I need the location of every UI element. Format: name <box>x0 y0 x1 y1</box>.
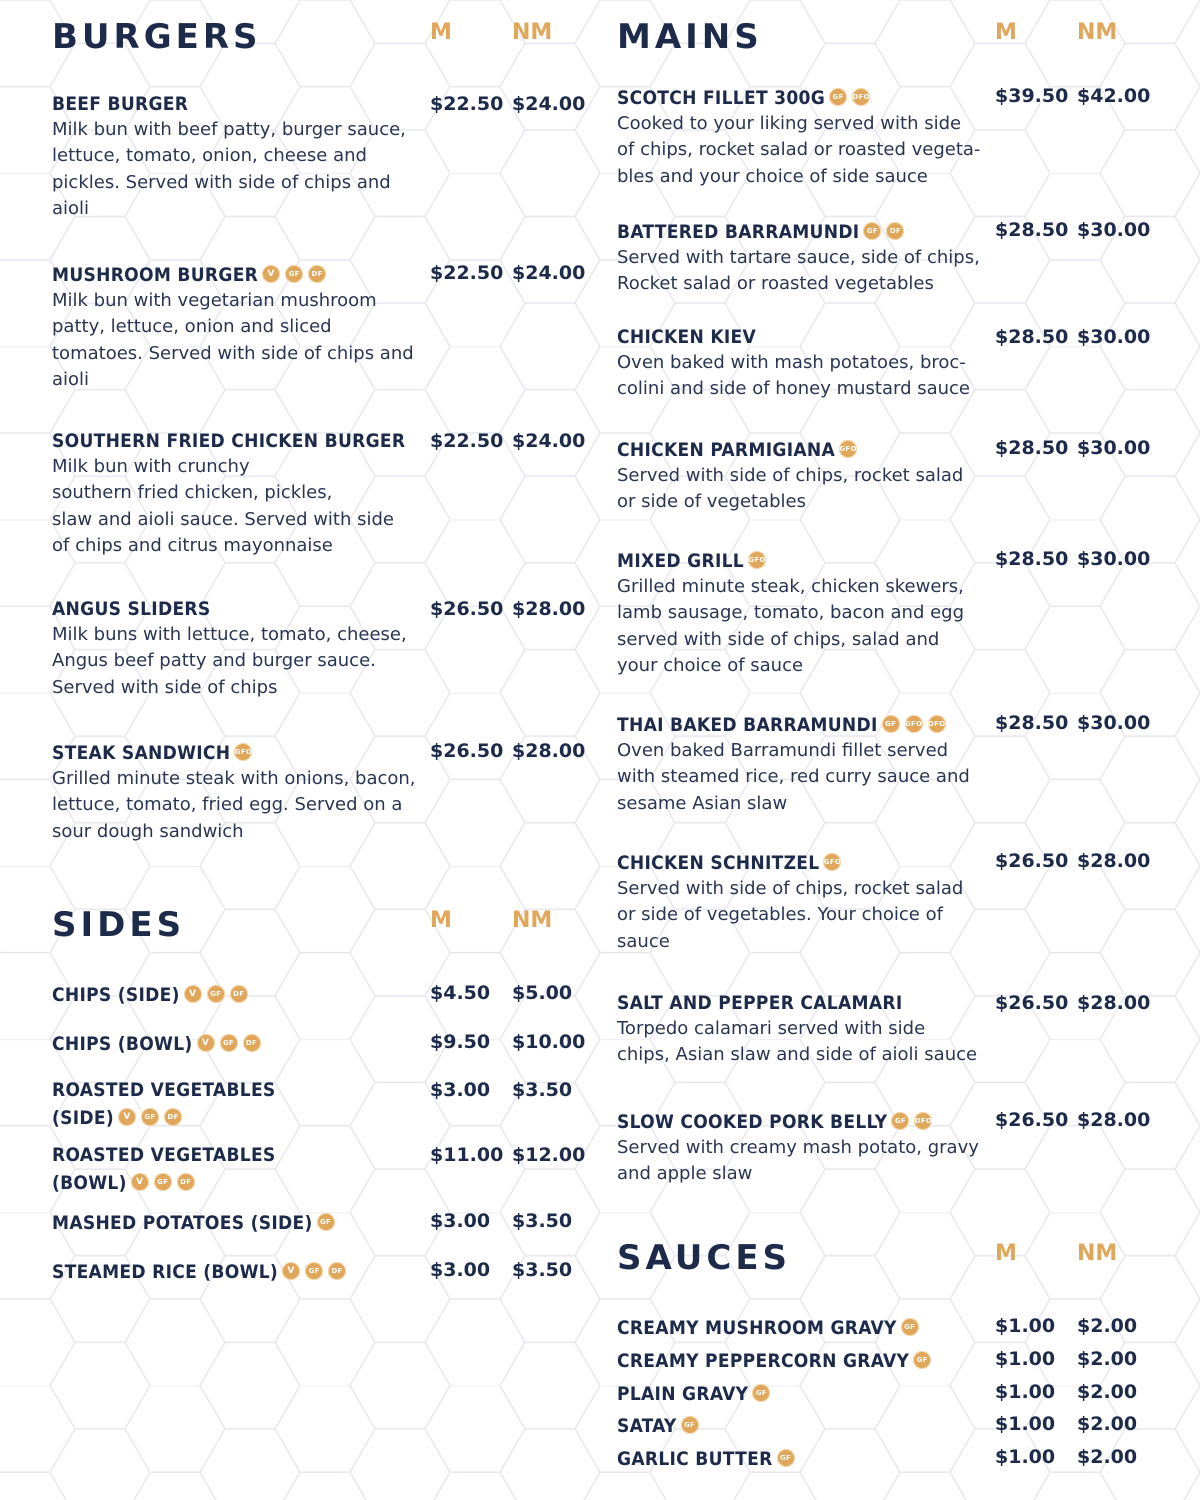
dietary-badges <box>882 710 951 736</box>
item-name: STEAMED RICE (BOWL) <box>52 1261 279 1283</box>
price-m: $28.50 <box>995 437 1069 459</box>
price-m: $26.50 <box>430 740 504 762</box>
price-m: $28.50 <box>995 712 1069 734</box>
gluten-free-badge-icon: GF <box>207 985 225 1003</box>
menu-item-steamed-rice-bowl <box>52 1257 592 1285</box>
dairy-free-badge-icon: DF <box>243 1034 261 1052</box>
vegetarian-badge-icon: V <box>118 1108 136 1126</box>
price-m: $4.50 <box>430 982 491 1004</box>
gluten-free-badge-icon: GF <box>220 1034 238 1052</box>
dietary-badges <box>234 738 257 764</box>
sauces-title: SAUCES <box>617 1238 792 1278</box>
price-m: $26.50 <box>995 850 1069 872</box>
dietary-badges <box>901 1313 924 1339</box>
dairy-free-option-badge-icon: DFO <box>852 88 870 106</box>
dietary-badges <box>184 980 253 1006</box>
price-m: $26.50 <box>430 598 504 620</box>
sauces-m-header: M <box>995 1241 1017 1266</box>
item-name-row <box>52 1029 592 1057</box>
price-m: $22.50 <box>430 93 504 115</box>
gluten-free-badge-icon: GF <box>141 1108 159 1126</box>
menu-item-battered-barramundi <box>617 217 1177 298</box>
price-m: $26.50 <box>995 992 1069 1014</box>
item-name-row <box>52 260 592 288</box>
item-name: CHICKEN KIEV <box>617 326 757 348</box>
price-nm: $24.00 <box>512 93 586 115</box>
price-m: $1.00 <box>995 1446 1056 1468</box>
item-name: CHIPS (BOWL) <box>52 1033 193 1055</box>
price-m: $28.50 <box>995 326 1069 348</box>
price-m: $28.50 <box>995 548 1069 570</box>
item-name: PLAIN GRAVY <box>617 1383 749 1405</box>
sides-title: SIDES <box>52 905 186 945</box>
menu-item-salt-and-pepper-calamari <box>617 990 1177 1069</box>
gluten-free-option-badge-icon: GFO <box>823 853 841 871</box>
menu-item-steak-sandwich <box>52 738 592 845</box>
menu-item-scotch-fillet <box>617 83 1177 190</box>
menu-item-slow-cooked-pork-belly <box>617 1107 1177 1188</box>
menu-item-creamy-peppercorn-gravy <box>617 1346 1177 1374</box>
mains-title: MAINS <box>617 17 763 57</box>
price-m: $1.00 <box>995 1315 1056 1337</box>
dietary-badges <box>282 1257 351 1283</box>
item-name: ROASTED VEGETABLES <box>52 1079 276 1101</box>
menu-item-chips-bowl <box>52 1029 592 1057</box>
gluten-free-option-badge-icon: GFO <box>234 743 252 761</box>
sides-nm-header: NM <box>512 908 553 933</box>
item-name: CREAMY PEPPERCORN GRAVY <box>617 1350 910 1372</box>
price-nm: $2.00 <box>1077 1413 1138 1435</box>
menu-item-chicken-parmigiana <box>617 435 1177 516</box>
item-name: ANGUS SLIDERS <box>52 598 211 620</box>
price-nm: $3.50 <box>512 1079 573 1101</box>
price-nm: $30.00 <box>1077 326 1151 348</box>
price-nm: $30.00 <box>1077 712 1151 734</box>
dairy-free-badge-icon: DF <box>886 222 904 240</box>
menu-item-mashed-potatoes-side <box>52 1208 592 1236</box>
price-nm: $2.00 <box>1077 1381 1138 1403</box>
sauces-nm-header: NM <box>1077 1241 1118 1266</box>
item-name: CREAMY MUSHROOM GRAVY <box>617 1317 897 1339</box>
price-nm: $24.00 <box>512 430 586 452</box>
dietary-badges <box>197 1029 266 1055</box>
price-nm: $30.00 <box>1077 437 1151 459</box>
dietary-badges <box>118 1103 187 1129</box>
dietary-badges <box>317 1208 340 1234</box>
item-name-row <box>52 1208 592 1236</box>
price-nm: $12.00 <box>512 1144 586 1166</box>
vegetarian-badge-icon: V <box>262 265 280 283</box>
item-desc: Cooked to your liking served with side of chips, rocket salad or roasted vegeta- bles and your choice of side sauce <box>617 113 981 187</box>
price-m: $39.50 <box>995 85 1069 107</box>
dietary-badges <box>752 1379 775 1405</box>
item-name: MIXED GRILL <box>617 550 745 572</box>
menu-item-chicken-kiev <box>617 324 1177 403</box>
price-nm: $28.00 <box>1077 992 1151 1014</box>
gluten-free-option-badge-icon: GFO <box>748 551 766 569</box>
item-desc: Oven baked with mash potatoes, broc- colini and side of honey mustard sauce <box>617 352 971 400</box>
item-desc: Torpedo calamari served with side chips, Asian slaw and side of aioli sauce <box>617 1018 978 1066</box>
dietary-badges <box>913 1346 936 1372</box>
menu-item-beef-burger <box>52 91 592 222</box>
price-m: $1.00 <box>995 1348 1056 1370</box>
item-name: CHIPS (SIDE) <box>52 984 180 1006</box>
menu-item-plain-gravy <box>617 1379 1177 1407</box>
price-m: $28.50 <box>995 219 1069 241</box>
price-m: $3.00 <box>430 1210 491 1232</box>
item-name: GARLIC BUTTER <box>617 1448 773 1470</box>
dietary-badges <box>829 83 875 109</box>
item-desc: Served with side of chips, rocket salad or side of vegetables <box>617 465 964 513</box>
price-nm: $2.00 <box>1077 1348 1138 1370</box>
dietary-badges <box>823 848 846 874</box>
price-nm: $3.50 <box>512 1210 573 1232</box>
item-desc: Served with tartare sauce, side of chips, Rocket salad or roasted vegetables <box>617 247 980 295</box>
price-nm: $42.00 <box>1077 85 1151 107</box>
price-nm: $5.00 <box>512 982 573 1004</box>
price-m: $3.00 <box>430 1259 491 1281</box>
price-m: $22.50 <box>430 262 504 284</box>
burgers-m-header: M <box>430 20 452 45</box>
menu-item-thai-baked-barramundi <box>617 710 1177 817</box>
item-desc: Milk bun with crunchy southern fried chicken, pickles, slaw and aioli sauce. Served with side of chips and citrus mayonnaise <box>52 456 394 556</box>
price-m: $9.50 <box>430 1031 491 1053</box>
gluten-free-badge-icon: GF <box>891 1112 909 1130</box>
dietary-badges <box>748 546 771 572</box>
item-name: SCOTCH FILLET 300G <box>617 87 826 109</box>
vegetarian-badge-icon: V <box>282 1262 300 1280</box>
gluten-free-badge-icon: GF <box>882 715 900 733</box>
item-desc: Served with side of chips, rocket salad or side of vegetables. Your choice of sauce <box>617 878 964 952</box>
gluten-free-badge-icon: GF <box>681 1416 699 1434</box>
burgers-title: BURGERS <box>52 17 262 57</box>
item-name: BEEF BURGER <box>52 93 189 115</box>
item-desc: Served with creamy mash potato, gravy and apple slaw <box>617 1137 979 1185</box>
gluten-free-badge-icon: GF <box>154 1173 172 1191</box>
item-desc: Milk bun with vegetarian mushroom patty, lettuce, onion and sliced tomatoes. Served with side of chips and aioli <box>52 290 414 390</box>
vegetarian-badge-icon: V <box>197 1034 215 1052</box>
item-name: CHICKEN PARMIGIANA <box>617 439 836 461</box>
item-name-row <box>52 738 592 766</box>
menu-item-mushroom-burger <box>52 260 592 393</box>
dietary-badges <box>681 1411 704 1437</box>
price-m: $22.50 <box>430 430 504 452</box>
item-name-row <box>52 1103 592 1131</box>
price-m: $1.00 <box>995 1381 1056 1403</box>
item-name: MASHED POTATOES (SIDE) <box>52 1212 313 1234</box>
gluten-free-badge-icon: GF <box>317 1213 335 1231</box>
price-nm: $30.00 <box>1077 219 1151 241</box>
item-desc: Milk buns with lettuce, tomato, cheese, Angus beef patty and burger sauce. Served with side of chips <box>52 624 407 698</box>
dietary-badges <box>891 1107 937 1133</box>
item-name: CHICKEN SCHNITZEL <box>617 852 820 874</box>
dairy-free-option-badge-icon: DFO <box>928 715 946 733</box>
item-desc: Grilled minute steak with onions, bacon, lettuce, tomato, fried egg. Served on a sour dough sandwich <box>52 768 416 842</box>
menu-item-chips-side <box>52 980 592 1008</box>
price-nm: $3.50 <box>512 1259 573 1281</box>
item-desc: Milk bun with beef patty, burger sauce, lettuce, tomato, onion, cheese and pickles. Served with side of chips and aioli <box>52 119 406 219</box>
price-nm: $28.00 <box>512 740 586 762</box>
price-m: $26.50 <box>995 1109 1069 1131</box>
dairy-free-badge-icon: DF <box>308 265 326 283</box>
gluten-free-badge-icon: GF <box>285 265 303 283</box>
item-name: SOUTHERN FRIED CHICKEN BURGER <box>52 430 406 452</box>
menu-item-mixed-grill <box>617 546 1177 679</box>
gluten-free-badge-icon: GF <box>913 1351 931 1369</box>
gluten-free-badge-icon: GF <box>829 88 847 106</box>
vegetarian-badge-icon: V <box>131 1173 149 1191</box>
item-name-suffix: (SIDE) <box>52 1107 114 1129</box>
menu-item-chicken-schnitzel <box>617 848 1177 955</box>
gluten-free-option-badge-icon: GFO <box>839 440 857 458</box>
menu-item-creamy-mushroom-gravy <box>617 1313 1177 1341</box>
item-name-row <box>52 1168 592 1196</box>
item-name: MUSHROOM BURGER <box>52 264 259 286</box>
sides-m-header: M <box>430 908 452 933</box>
dietary-badges <box>863 217 909 243</box>
item-desc: Oven baked Barramundi fillet served with steamed rice, red curry sauce and sesame Asian slaw <box>617 740 970 814</box>
dairy-free-badge-icon: DF <box>177 1173 195 1191</box>
gluten-free-badge-icon: GF <box>305 1262 323 1280</box>
item-name: SLOW COOKED PORK BELLY <box>617 1111 888 1133</box>
price-nm: $28.00 <box>1077 850 1151 872</box>
dairy-free-badge-icon: DF <box>328 1262 346 1280</box>
item-name: SALT AND PEPPER CALAMARI <box>617 992 903 1014</box>
gluten-free-badge-icon: GF <box>863 222 881 240</box>
menu-item-satay <box>617 1411 1177 1439</box>
gluten-free-option-badge-icon: GFO <box>905 715 923 733</box>
burgers-nm-header: NM <box>512 20 553 45</box>
price-nm: $28.00 <box>512 598 586 620</box>
price-nm: $24.00 <box>512 262 586 284</box>
item-name: THAI BAKED BARRAMUNDI <box>617 714 878 736</box>
item-name: ROASTED VEGETABLES <box>52 1144 276 1166</box>
dietary-badges <box>839 435 862 461</box>
vegetarian-badge-icon: V <box>184 985 202 1003</box>
item-name-suffix: (BOWL) <box>52 1172 127 1194</box>
price-nm: $10.00 <box>512 1031 586 1053</box>
price-nm: $28.00 <box>1077 1109 1151 1131</box>
price-m: $3.00 <box>430 1079 491 1101</box>
dairy-free-option-badge-icon: DFO <box>914 1112 932 1130</box>
menu-item-roasted-vegetables-side <box>52 1077 592 1131</box>
item-name: STEAK SANDWICH <box>52 742 231 764</box>
menu-item-garlic-butter <box>617 1444 1177 1472</box>
dietary-badges <box>777 1444 800 1470</box>
gluten-free-badge-icon: GF <box>752 1384 770 1402</box>
dietary-badges <box>131 1168 200 1194</box>
mains-nm-header: NM <box>1077 20 1118 45</box>
menu-item-southern-fried-chicken-burger <box>52 428 592 559</box>
dairy-free-badge-icon: DF <box>164 1108 182 1126</box>
mains-m-header: M <box>995 20 1017 45</box>
dairy-free-badge-icon: DF <box>230 985 248 1003</box>
item-name: SATAY <box>617 1415 677 1437</box>
item-name: BATTERED BARRAMUNDI <box>617 221 860 243</box>
price-nm: $2.00 <box>1077 1315 1138 1337</box>
menu-item-roasted-vegetables-bowl <box>52 1142 592 1196</box>
price-m: $11.00 <box>430 1144 504 1166</box>
dietary-badges <box>262 260 331 286</box>
price-nm: $2.00 <box>1077 1446 1138 1468</box>
menu-item-angus-sliders <box>52 596 592 701</box>
item-name-row <box>52 980 592 1008</box>
item-name-row <box>52 1257 592 1285</box>
gluten-free-badge-icon: GF <box>777 1449 795 1467</box>
item-desc: Grilled minute steak, chicken skewers, lamb sausage, tomato, bacon and egg served with side of chips, salad and your choice of sauce <box>617 576 965 676</box>
gluten-free-badge-icon: GF <box>901 1318 919 1336</box>
price-nm: $30.00 <box>1077 548 1151 570</box>
price-m: $1.00 <box>995 1413 1056 1435</box>
